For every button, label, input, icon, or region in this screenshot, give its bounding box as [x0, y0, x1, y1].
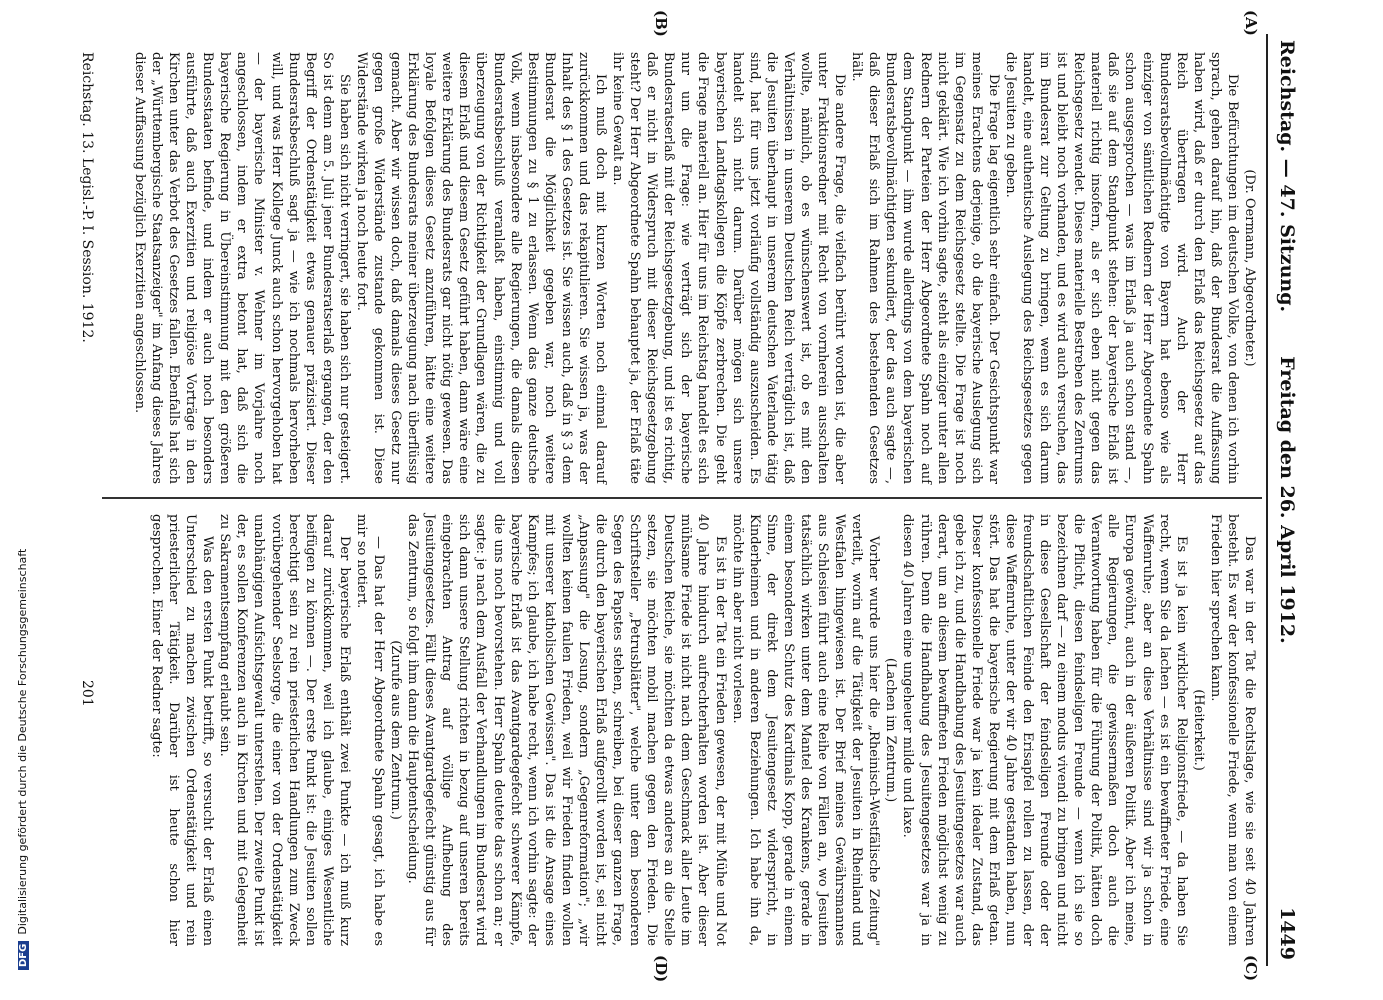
paragraph: Was den ersten Punkt betrifft, so versucht der Erlaß einen Unterschied zu machen zwischen Ordenstätigkeit und rein priesterlicher Tätigkeit. Darüber ist heute schon hier gesprochen. Einer der Redner sagte:	[149, 514, 216, 946]
margin-marker-a: (A)	[1242, 10, 1260, 36]
header-rule	[1266, 34, 1268, 966]
stage-direction: (Lachen im Zentrum.)	[883, 657, 899, 803]
paragraph: Die Befürchtungen im deutschen Volke, von denen ich vorhin sprach, gehen darauf hin, daß der Bundesrat die Auffassung haben wird, daß er durch den Erlaß das Reichsgesetz auf das Reich übertragen wird. Auch der Herr Bundesratsbevollmächtigte von Bayern hat ebenso wie als einziger von sämtlichen Rednern der Herr Abgeordnete Spahn schon ausgesprochen — was im Erlaß ja auch schon stand —, daß sie auf dem Standpunkt stehen: der bayerische Erlaß ist materiell richtig insofern, als er sich eben nicht gegen das Reichsgesetz wendet. Dieses materielle Bestreben des Zentrums ist und bleibt noch vorhanden, und es wird auch versuchen, das im Bundesrat zur Geltung zu bringen, wenn es sich darum handelt, eine authentische Auslegung des Reichsgesetzes gegen die Jesuiten zu geben.	[1002, 52, 1240, 484]
right-text-column	[148, 514, 1258, 946]
paragraph: — Das hat der Herr Abgeordnete Spahn gesagt, ich habe es mir so notiert.	[353, 514, 387, 946]
paragraph: Es ist in der Tat ein Frieden gewesen, der mit Mühe und Not 40 Jahre hindurch aufrechterhalten worden ist. Aber dieser mühsame Friede ist nicht nach dem Geschmack aller Leute im Deutschen Reiche, sie möchten da etwas anderes an die Stelle setzen, sie möchten mobil machen gegen den Frieden. Die Schriftsteller „Petrusblätter", welche unter dem besonderen Segen des Papstes stehen, schreiben, bei dieser ganzen Frage, die durch den bayerischen Erlaß aufgerollt worden ist, sei nicht „Anpassung" die Losung, sondern „Gegenreformation"; „wir wollten keinen faulen Frieden, weil wir Frieden finden wollen mit unserer katholischen Gewissen". Das ist die Ansage eines Kampfes; ich glaube, ich habe recht, wenn ich vorhin sagte: der bayerische Erlaß ist das Avantgardegefecht schwerer Kämpfe, die uns noch bevorstehen. Herr Spahn deutete das schon an; er sagte: je nach dem Ausfall der Verhandlungen im Bundesrat wird sich dann unsere Stellung richten in bezug auf unseren bereits eingebrachten Antrag auf völlige Aufhebung des Jesuitengesetzes. Fällt dieses Avantgardegefecht günstig aus für das Zentrum, so folgt ihm dann die Hauptentscheidung.	[405, 514, 728, 946]
speaker-line: (Dr. Oermann, Abgeordneter.)	[1242, 169, 1257, 367]
margin-marker-d: (D)	[652, 955, 670, 983]
column-divider	[102, 497, 1262, 499]
stage-direction: (Zurufe aus dem Zentrum.)	[388, 640, 404, 820]
paragraph: Sie haben sich nicht verringert, sie haben sich nur gesteigert. So ist denn am 5. Juli jener Bundesratserlaß ergangen, der den Begriff der Ordenstätigkeit etwas genauer präzisiert. Dieser Bundesratsbeschluß sagt ja — wie ich nochmals hervorheben will, und was Herr Kollege Junck auch schon hervorgehoben hat — der bayerische Minister v. Wehner im Vorjahre noch angeschlossen, indem er extra betont hat, daß sich die bayerische Regierung in Übereinstimmung mit den größeren Bundesstaaten befinde, und indem er auch noch besonders ausführte, daß auch Exerzitien und religiöse Vorträge in den Kirchen unter das Verbot des Gesetzes fallen. Ebenfalls hat sich der „Württembergische Staatsanzeiger" im Anfang dieses Jahres dieser Auffassung bezüglich Exerzitien angeschlossen.	[131, 52, 352, 484]
header-date: Freitag den 26. April 1912.	[1276, 356, 1298, 644]
page-header	[1268, 40, 1298, 960]
paragraph: Die andere Frage, die vielfach berührt worden ist, die aber unter Fraktionsredner mit Recht von vornherein ausschalten wollte, nämlich, ob es wünschenswert ist, ob es mit den Verhältnissen in unserem Deutschen Reich verträglich ist, daß die Jesuiten überhaupt in unserem deutschen Vaterlande tätig sind, hat für uns jetzt vorläufig vollständig auszuscheiden. Es handelt sich nicht darum. Darüber mögen sich unsere bayerischen Landtagskollegen die Köpfe zerbrechen. Die geht die Frage materiell an. Hier für uns im Reichstag handelt es sich nur um die Frage: wie verträgt sich der bayerische Bundesratserlaß mit der Reichsgesetzgebung, und ist es richtig, daß er nicht in Widerspruch mit dieser Reichsgesetzgebung steht? Der Herr Abgeordnete Spahn behauptet ja, der Erlaß täte ihr keine Gewalt an.	[610, 52, 848, 484]
paragraph: Die Frage lag eigentlich sehr einfach. Der Gesichtspunkt war meines Erachtens derjenige, ob die bayerische Auslegung sich im Gegensatz zu dem Reichsgesetz stellte. Die Frage ist noch nicht geklärt. Wie ich vorhin sagte, steht als einziger unter allen Rednern der Parteien der Herr Abgeordnete Spahn noch auf dem Standpunkt — ihm wurde allerdings von dem bayerischen Bundesratsbevollmächtigten sekundiert, der das auch sagte —, daß dieser Erlaß sich im Rahmen des bestehenden Gesetzes hält.	[849, 52, 1001, 484]
header-session: Reichstag. — 47. Sitzung.	[1276, 40, 1298, 313]
paragraph: Es ist ja kein wirklicher Religionsfriede, — da haben Sie recht, wenn Sie da lachen — es ist ein bewaffneter Friede, eine Waffenruhe; aber an diese Verhältnisse sind wir ja schon in Europa gewöhnt, auch in der äußeren Politik. Aber ich meine, alle Regierungen, die gewissermaßen doch auch die Verantwortung haben für die Führung der Politik, hätten doch die Pflicht, diesen feindseligen Freunde — wenn ich sie so bezeichnen darf — zu einem modus vivendi zu bringen und nicht in diese Gesellschaft der feindseligen Freunde oder der freundschaftlichen Feinde den Erisapfel rollen zu lassen, der diese Waffenruhe, unter der wir 40 Jahre gestanden haben, nun stört. Das hat die bayerische Regierung mit dem Erlaß getan. Dieser konfessionelle Friede war ja kein idealer Zustand, das gebe ich zu, und die Handhabung des Jesuitengesetzes war auch derart, um an diesem bewaffneten Frieden möglichst wenig zu rühren. Denn die Handhabung des Jesuitengesetzes war ja in diesen 40 Jahren eine ungeheuer milde und laxe.	[900, 514, 1189, 946]
footer-citation: Reichstag. 13. Legisl.-P. I. Session. 1912.	[79, 52, 95, 343]
margin-marker-b: (B)	[652, 10, 670, 37]
paragraph: Der bayerische Erlaß enthält zwei Punkte — ich muß kurz darauf zurückkommen, weil ich glaube, einiges Wesentliche beifügen zu können —. Der erste Punkt ist: die Jesuiten sollen berechtigt sein zu rein priesterlichen Handlungen zum Zweck vorübergehender Seelsorge, die einer von der Ordenstätigkeit unabhängigen Aufsichtsgewalt unterstehen. Der zweite Punkt ist der, es sollen Konferenzen auch in Kirchen und mit Gelegenheit zu Sakramentsempfang erlaubt sein.	[217, 514, 352, 946]
left-text-column	[131, 52, 1258, 484]
page-number: 1449	[1276, 907, 1298, 960]
footer-sheet-number: 201	[79, 680, 95, 707]
digitization-credit	[16, 0, 32, 1000]
dfg-logo: DFG	[18, 941, 29, 970]
paragraph: Vorher wurde uns hier die „Rheinisch-Westfälische Zeitung" verteilt, worin auf die Tätigkeit der Jesuiten in Rheinland und Westfalen hingewiesen ist. Der Brief meines Gewährsmannes aus Schlesien führt auch eine Reihe von Fällen an, wo Jesuiten tatsächlich wirken unter dem Mantel des Krankens, gerade in einem besonderen Schutz des Kardinals Kopp, gerade in einem Sinne, der direkt dem Jesuitengesetz widerspricht, in Kinderheimen und in anderen Beziehungen. Ich habe ihn da, möchte ihn aber nicht vorlesen.	[729, 514, 882, 946]
credit-text: Digitalisierung gefördert durch die Deutsche Forschungsgemeinschaft	[16, 548, 29, 935]
paragraph: Ich muß doch mit kurzen Worten noch einmal darauf zurückkommen und das rekapitulieren. Sie wissen ja, was der Inhalt des § 1 des Gesetzes ist. Sie wissen auch, daß in § 3 dem Bundesrat die Möglichkeit gegeben war, noch weitere Bestimmungen zu § 1 zu erlassen. Wenn das ganze deutsche Volk, wenn insbesondere alle Regierungen, die damals diesen Bundesratsbeschluß veranlaßt haben, einstimmig und voll überzeugung von der Richtigkeit der Grundlagen wären, die zu diesem Erlaß und diesem Gesetz geführt haben, dann wäre eine weitere Erklärung des Bundesrats gar nicht nötig gewesen. Das loyale Befolgen dieses Gesetz anzuführen, hätte eine weitere Erklärung des Bundesrats meiner überzeugung nach überflüssig gemacht. Aber wir wissen doch, daß damals dieses Gesetz nur gegen große Widerstände zustande gekommen ist. Diese Widerstände wirken ja noch heute fort.	[353, 52, 609, 484]
paragraph: Das war in der Tat die Rechtslage, wie sie seit 40 Jahren besteht. Es war der konfessionelle Friede, wenn man von einem Frieden hier sprechen kann.	[1207, 514, 1257, 946]
margin-marker-c: (C)	[1242, 955, 1260, 982]
stage-direction: (Heiterkeit.)	[1190, 689, 1206, 771]
